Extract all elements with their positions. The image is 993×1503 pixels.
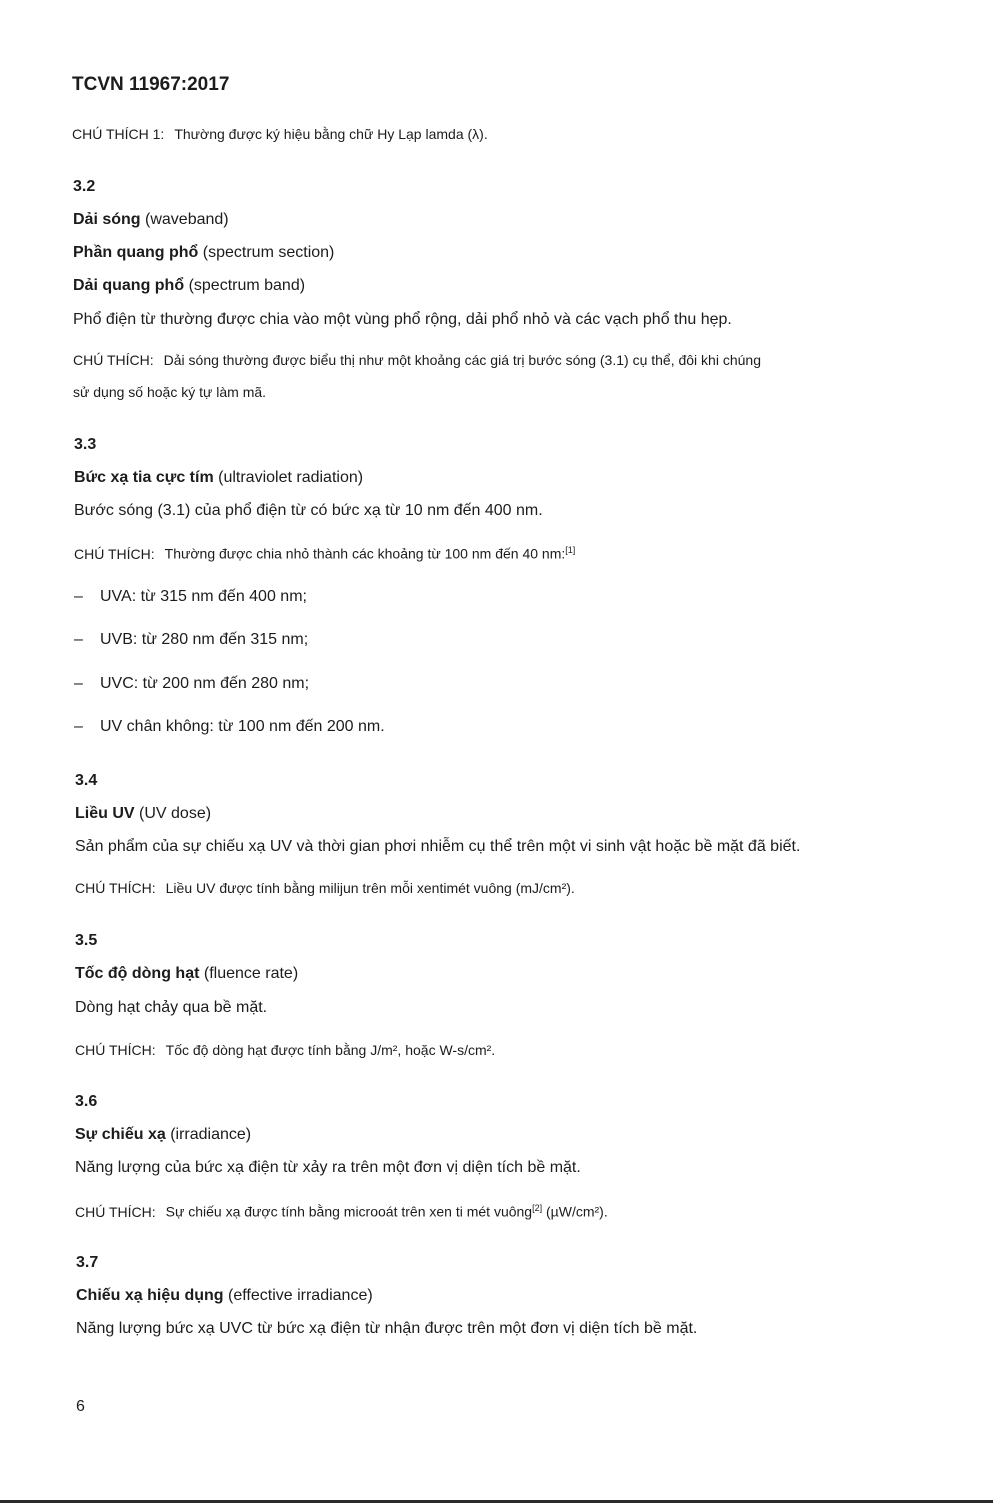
note-3-6 [75,1203,608,1220]
reference-marker: [1] [565,545,576,555]
section-number-3-2: 3.2 [73,178,96,195]
term-vi: Sự chiếu xạ [75,1126,166,1143]
list-item-text: UVC: từ 200 nm đến 280 nm; [100,675,310,692]
section-number-3-4: 3.4 [75,772,98,789]
note-3-3 [74,545,575,562]
term-vi: Chiếu xạ hiệu dụng [76,1287,224,1304]
note-3-2-continued: sử dụng số hoặc ký tự làm mã. [73,384,267,400]
page-number: 6 [76,1398,85,1415]
term-uv-dose [75,805,211,823]
term-spectrum-section [73,244,334,262]
note-label: CHÚ THÍCH: [74,545,155,562]
term-spectrum-band [73,277,305,295]
term-en: (spectrum section) [202,244,335,261]
note-text: Sự chiếu xạ được tính bằng microoát trên xen ti mét vuông [165,1203,533,1220]
definition-3-7: Năng lượng bức xạ UVC từ bức xạ điện từ nhận được trên một đơn vị diện tích bề mặt. [76,1320,698,1337]
term-vi: Liều UV [75,805,135,822]
document-header: TCVN 11967:2017 [72,74,230,95]
dash-marker: – [74,675,83,692]
term-ultraviolet-radiation [74,469,363,487]
note-label: CHÚ THÍCH: [75,1042,156,1058]
section-number-3-7: 3.7 [76,1254,99,1271]
term-fluence-rate [75,965,298,983]
list-item-text: UV chân không: từ 100 nm đến 200 nm. [100,718,385,735]
note-text: Dải sóng thường được biểu thị như một khoảng các giá trị bước sóng (3.1) cụ thể, đôi khi chúng [163,352,761,368]
section-number-3-6: 3.6 [75,1093,98,1110]
note-text: Tốc độ dòng hạt được tính bằng J/m², hoặc W-s/cm². [165,1042,496,1058]
note-text: Thường được ký hiệu bằng chữ Hy Lạp lamda (λ). [174,126,488,142]
term-vi: Tốc độ dòng hạt [75,965,200,982]
term-en: (UV dose) [139,805,212,822]
note-label: CHÚ THÍCH: [73,352,154,368]
note-1 [72,126,488,142]
list-item-uva [74,588,307,606]
list-item-text: UVA: từ 315 nm đến 400 nm; [100,588,307,605]
term-en: (ultraviolet radiation) [218,469,364,486]
note-text: Liều UV được tính bằng milijun trên mỗi xentimét vuông (mJ/cm²). [165,880,575,896]
term-en: (irradiance) [170,1126,252,1143]
term-en: (spectrum band) [188,277,306,294]
definition-3-6: Năng lượng của bức xạ điện từ xảy ra trên một đơn vị diện tích bề mặt. [75,1159,581,1176]
list-item-uvc [74,675,309,693]
note-text: Thường được chia nhỏ thành các khoảng từ 100 nm đến 40 nm: [164,545,566,562]
reference-marker: [2] [532,1203,543,1213]
term-vi: Bức xạ tia cực tím [74,469,214,486]
section-number-3-3: 3.3 [74,436,97,453]
section-number-3-5: 3.5 [75,932,98,949]
list-item-text: UVB: từ 280 nm đến 315 nm; [100,631,309,648]
term-en: (waveband) [145,211,229,228]
definition-3-3: Bước sóng (3.1) của phổ điện từ có bức xạ từ 10 nm đến 400 nm. [74,502,543,519]
note-label: CHÚ THÍCH 1: [72,126,165,142]
note-label: CHÚ THÍCH: [75,880,156,896]
definition-3-4: Sản phẩm của sự chiếu xạ UV và thời gian phơi nhiễm cụ thể trên một vi sinh vật hoặc bề mặt đã biết. [75,838,801,855]
definition-3-5: Dòng hạt chảy qua bề mặt. [75,999,268,1016]
note-label: CHÚ THÍCH: [75,1203,156,1220]
term-effective-irradiance [76,1287,373,1305]
dash-marker: – [74,631,83,648]
term-waveband [73,211,229,229]
list-item-uvb [74,631,308,649]
term-en: (effective irradiance) [228,1287,373,1304]
note-unit: (µW/cm²). [546,1203,608,1220]
term-vi: Dải sóng [73,211,141,228]
note-3-4 [75,880,575,896]
list-item-vacuum-uv [74,718,385,736]
term-vi: Phần quang phổ [73,244,199,261]
term-irradiance [75,1126,251,1144]
note-3-5 [75,1042,495,1058]
dash-marker: – [74,588,83,605]
term-vi: Dải quang phổ [73,277,185,294]
note-3-2 [73,352,761,368]
dash-marker: – [74,718,83,735]
definition-3-2: Phổ điện từ thường được chia vào một vùng phổ rộng, dải phổ nhỏ và các vạch phổ thu hẹp. [73,311,732,328]
term-en: (fluence rate) [203,965,299,982]
